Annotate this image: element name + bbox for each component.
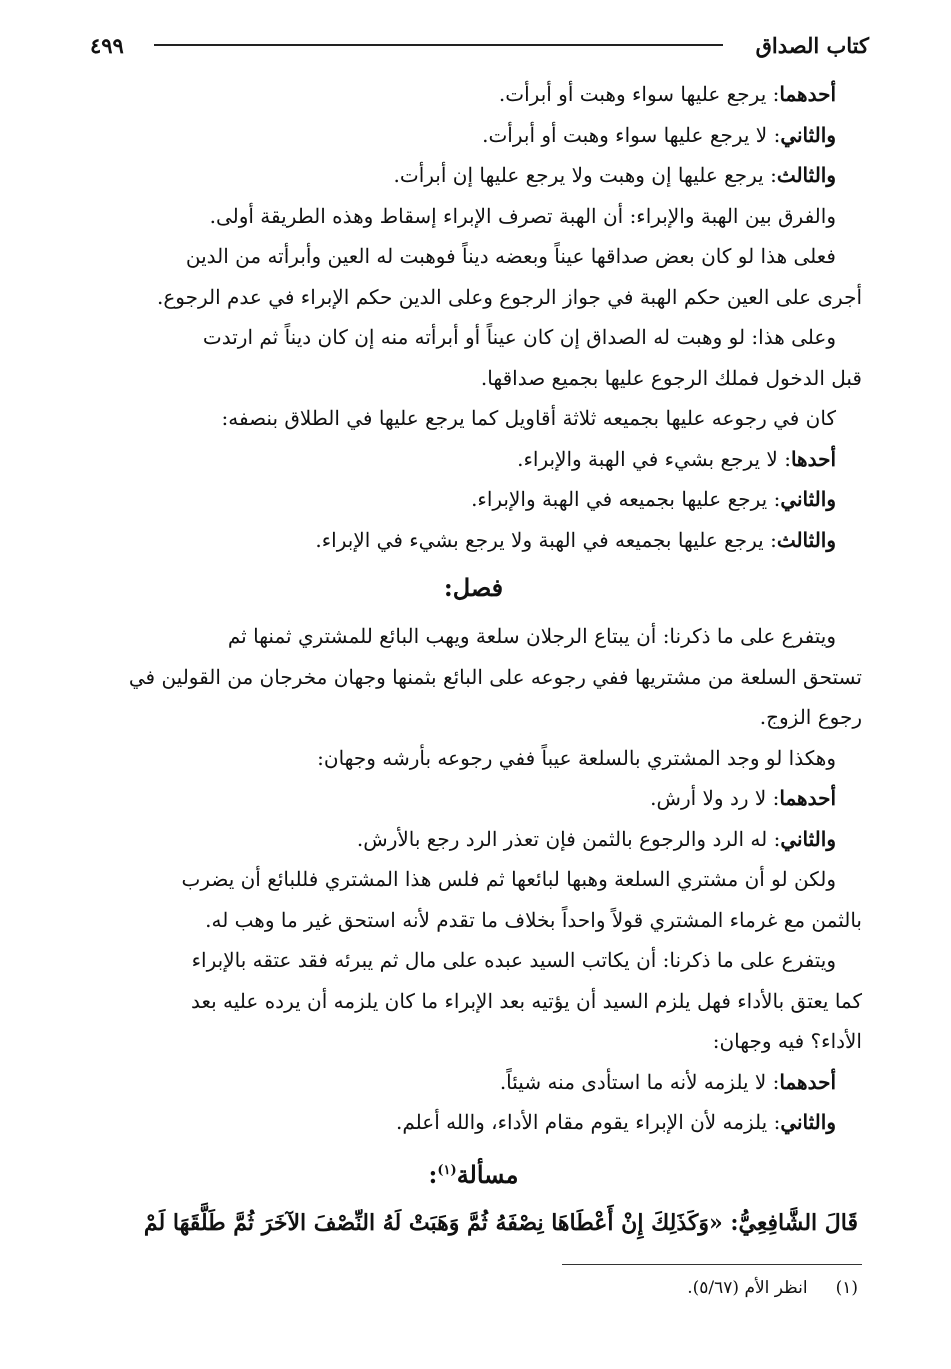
paragraph-line: كما يعتق بالأداء فهل يلزم السيد أن يؤتيه بعد الإبراء ما كان يلزمه أن يرده عليه بعد xyxy=(190,988,862,1013)
opinion-label: أحدهما xyxy=(779,786,836,810)
opinion-line xyxy=(85,74,862,115)
footnote-rule xyxy=(562,1264,862,1265)
opinion-text: : يرجع عليها بجميعه في الهبة والإبراء. xyxy=(471,487,781,511)
opinion-label: أحدهما xyxy=(779,1069,836,1094)
opinion-line xyxy=(85,520,862,561)
paragraph-line: قبل الدخول فملك الرجوع عليها بجميع صداقها. xyxy=(480,365,862,390)
opinion-line xyxy=(85,1062,862,1103)
opinion-text: : لا يرجع عليها سواء وهبت أو أبرأت. xyxy=(482,122,781,147)
opinion-line xyxy=(85,155,862,196)
opinion-text: : يرجع عليها بجميعه في الهبة ولا يرجع بشيء في الإبراء. xyxy=(315,527,777,552)
paragraph-line: رجوع الزوج. xyxy=(759,705,862,729)
opinion-label: والثاني xyxy=(780,1110,836,1134)
footnote xyxy=(687,1275,858,1301)
opinion-line xyxy=(85,778,862,819)
opinion-label: والثالث xyxy=(776,163,836,187)
paragraph-line: تستحق السلعة من مشتريها ففي رجوعه على البائع بثمنها وجهان مخرجان من القولين في xyxy=(128,664,862,689)
opinion-line xyxy=(85,479,862,520)
opinion-text: : لا يرجع بشيء في الهبة والإبراء. xyxy=(517,446,791,471)
paragraph-line: ولكن لو أن مشتري السلعة وهبها لبائعها ثم فلس هذا المشتري فللبائع أن يضرب xyxy=(181,867,836,891)
opinion-label: والثالث xyxy=(776,527,836,552)
paragraph-line: وهكذا لو وجد المشتري بالسلعة عيباً ففي رجوعه بأرشه وجهان: xyxy=(317,745,836,770)
paragraph-line: وعلى هذا: لو وهبت له الصداق إن كان عيناً أو أبرأته منه إن كان ديناً ثم ارتدت xyxy=(202,325,836,349)
paragraph-line: والفرق بين الهبة والإبراء: أن الهبة تصرف الإبراء إسقاط وهذه الطريقة أولى. xyxy=(209,203,836,228)
footnote-marker[interactable]: (١) xyxy=(437,1162,457,1178)
opinion-line xyxy=(85,819,862,860)
paragraph-line: الأداء؟ فيه وجهان: xyxy=(712,1029,862,1053)
paragraph-line: بالثمن مع غرماء المشتري قولاً واحداً بخلاف ما تقدم لأنه استحق غير ما وهب له. xyxy=(205,907,862,932)
footnote-text: انظر الأم (٥/٦٧). xyxy=(687,1278,808,1298)
header-rule xyxy=(154,44,723,46)
page-header xyxy=(90,30,869,62)
quote-line: قَالَ الشَّافِعِيُّ: «وَكَذَلِكَ إِنْ أَعْطَاهَا نِصْفَهُ ثُمَّ وَهَبَتْ لَهُ النِّصْفَ الآخَرَ ثُمَّ طَلَّقَهَا لَمْ xyxy=(143,1209,858,1236)
paragraph-line: كان في رجوعه عليها بجميعه ثلاثة أقاويل كما يرجع عليها في الطلاق بنصفه: xyxy=(221,406,836,430)
paragraph-line: أجرى على العين حكم الهبة في جواز الرجوع وعلى الدين حكم الإبراء في عدم الرجوع. xyxy=(157,284,862,309)
opinion-label: أحدهما xyxy=(779,82,836,106)
masala-heading xyxy=(85,1143,862,1203)
paragraph-line: ويتفرع على ما ذكرنا: أن يكاتب السيد عبده على مال ثم يبرئه فقد عتقه بالإبراء xyxy=(191,948,836,972)
masala-colon: : xyxy=(428,1159,438,1189)
paragraph-line: فعلى هذا لو كان بعض صداقها عيناً وبعضه ديناً فوهبت له العين وأبرأته من الدين xyxy=(185,244,836,268)
masala-title: مسألة xyxy=(456,1159,519,1189)
opinion-text: : لا يلزمه لأنه ما استأدى منه شيئاً. xyxy=(499,1069,780,1094)
opinion-text: : لا رد ولا أرش. xyxy=(650,786,780,810)
opinion-label: والثاني xyxy=(780,487,836,511)
opinion-text: : له الرد والرجوع بالثمن فإن تعذر الرد رجع بالأرش. xyxy=(356,826,781,851)
opinion-text: : يلزمه لأن الإبراء يقوم مقام الأداء، والله أعلم. xyxy=(396,1110,781,1134)
opinion-line xyxy=(85,115,862,156)
section-heading: فصل: xyxy=(443,573,504,602)
opinion-text: : يرجع عليها سواء وهبت أو أبرأت. xyxy=(498,82,780,106)
opinion-label: أحدها xyxy=(790,446,836,471)
opinion-line xyxy=(85,439,862,480)
opinion-text: : يرجع عليها إن وهبت ولا يرجع عليها إن أبرأت. xyxy=(393,163,777,187)
opinion-label: والثاني xyxy=(780,826,836,851)
footnote-number: (١) xyxy=(835,1278,858,1298)
page-number: ٤٩٩ xyxy=(90,33,124,58)
page-body xyxy=(85,74,862,1243)
opinion-line xyxy=(85,1102,862,1143)
paragraph-line: ويتفرع على ما ذكرنا: أن يبتاع الرجلان سلعة ويهب البائع للمشتري ثمنها ثم xyxy=(227,624,836,648)
running-title: كتاب الصداق xyxy=(755,33,869,58)
opinion-label: والثاني xyxy=(780,122,836,147)
